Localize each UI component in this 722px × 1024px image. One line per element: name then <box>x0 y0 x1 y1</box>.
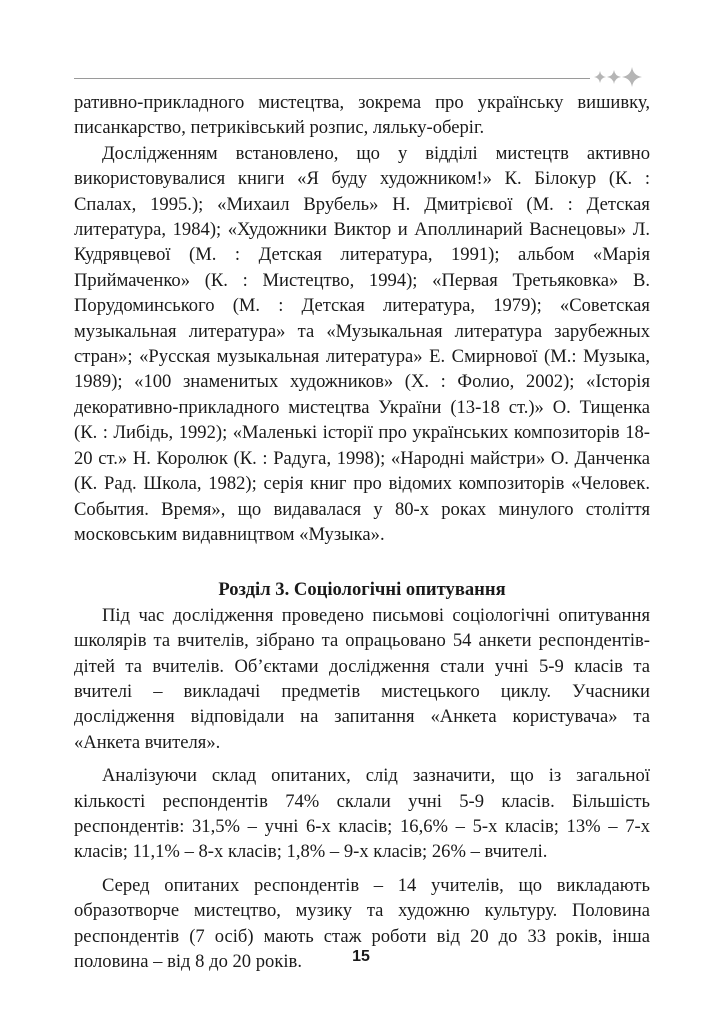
section-title: Розділ 3. Соціологічні опитування <box>218 579 506 601</box>
page-body <box>74 90 650 974</box>
header-ornament <box>594 66 642 88</box>
sparkle-star-icon <box>594 71 606 83</box>
header-rule <box>74 78 590 79</box>
sparkle-star-icon <box>622 67 642 87</box>
page-number: 15 <box>352 948 370 965</box>
paragraph-respondent-breakdown: Аналізуючи склад опитаних, слід зазначити, що із загальної кількості респондентів 74% склали учні 5-9 класів. Більшість респондентів: 31,5% – учні 6-х класів; 16,6% – 5-х класів; 13% – 7-х класів; 11,1% – 8-х класів; 1,8% – 9-х класів; 26% – вчителі. <box>74 765 650 863</box>
sparkle-star-icon <box>607 70 621 84</box>
paragraph-sources: Дослідженням встановлено, що у відділі мистецтв активно використовувалися книги «Я буду художником!» К. Білокур (К. : Спалах, 1995.); «Михаил Врубель» Н. Дмитрієвої (М. : Детская литература, 1984); «Художники Виктор и Аполлинарий Васнецовы» Л. Кудрявцевої (М. : Детская литература, 1991); альбом «Марія Приймаченко» (К. : Мистецтво, 1994); «Первая Третьяковка» В. Порудоминського (М. : Детская литература, 1979); «Советская музыкальная литература» та «Музыкальная литература зарубежных стран»; «Русская музыкальная литература» Е. Смирнової (М.: Музыка, 1989); «100 знаменитых художников» (Х. : Фолио, 2002); «Історія декоративно-прикладного мистецтва України (13-18 ст.)» О. Тищенка (К. : Либідь, 1992); «Маленькі історії про українських композиторів 18-20 ст.» Н. Королюк (К. : Радуга, 1998); «Народні майстри» О. Данченка (К. Рад. Школа, 1982); серія книг про відомих композиторів «Человек. События. Время», що видавалася у 80-х роках минулого століття московським видавництвом «Музыка». <box>74 142 650 545</box>
paragraph-teachers: Серед опитаних респондентів – 14 учителів, що викладають образотворче мистецтво, музику та художню культуру. Половина респондентів (7 осіб) мають стаж роботи від 20 до 33 років, інша половина – від 8 до 20 років. <box>74 874 650 972</box>
paragraph-survey-intro: Під час дослідження проведено письмові соціологічні опитування школярів та вчителів, зібрано та опрацьовано 54 анкети респондентів-дітей та вчителів. Об’єктами дослідження стали учні 5-9 класів та вчителі – викладачі предметів мистецького циклу. Учасники дослідження відповідали на запитання «Анкета користувача» та «Анкета вчителя». <box>74 604 650 753</box>
paragraph-continuation: ративно-прикладного мистецтва, зокрема про українську вишивку, писанкарство, петриківський розпис, ляльку-оберіг. <box>74 92 650 139</box>
